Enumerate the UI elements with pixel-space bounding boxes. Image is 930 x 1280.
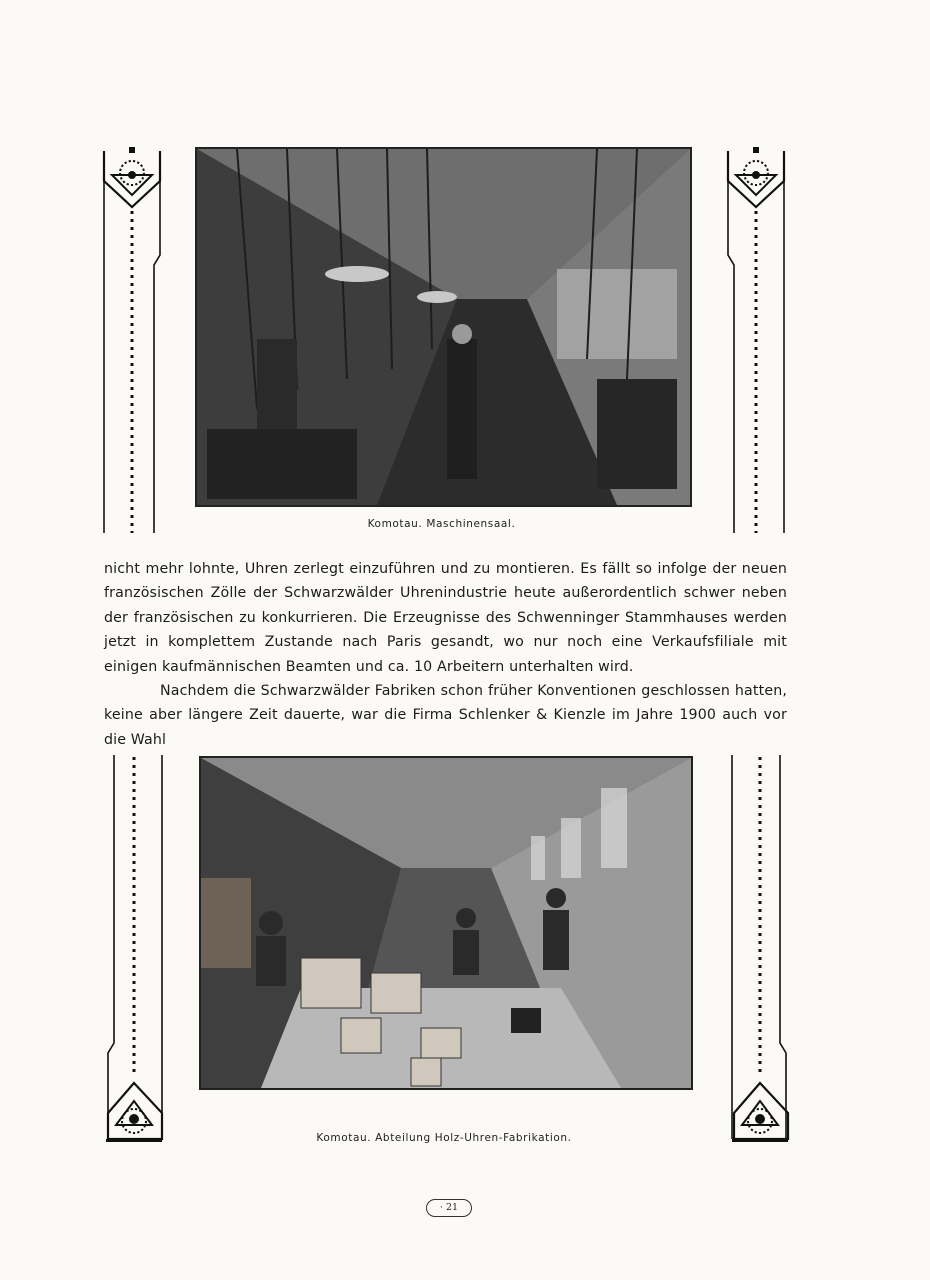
machine-hall-photo-icon bbox=[197, 149, 690, 505]
photo-wooden-clock-department bbox=[199, 756, 693, 1090]
photo-caption-wooden-clock-department: Komotau. Abteilung Holz-Uhren-Fabrikation. bbox=[316, 1132, 572, 1144]
art-nouveau-border-ornament-top-right bbox=[724, 145, 786, 535]
ornament-heart-icon bbox=[732, 1083, 788, 1142]
ornament-heart-icon bbox=[106, 1083, 162, 1142]
ornament-heart-icon bbox=[104, 147, 160, 207]
ornament-heart-icon bbox=[728, 147, 784, 207]
paragraph-2: Nachdem die Schwarzwälder Fabriken schon früher Konventionen geschlossen hatten, keine aber längere Zeit dauerte, war die Firma Schlenker & Kienzle im Jahre 1900 auch vor die Wahl bbox=[104, 683, 787, 748]
art-nouveau-border-ornament-bottom-left bbox=[104, 753, 166, 1145]
art-nouveau-border-ornament-top-left bbox=[102, 145, 164, 535]
page-number: · 21 bbox=[426, 1199, 472, 1217]
photo-caption-machine-hall: Komotau. Maschinensaal. bbox=[367, 518, 516, 530]
paragraph-1: nicht mehr lohnte, Uhren zerlegt einzuführen und zu montieren. Es fällt so infolge der neuen französischen Zölle der Schwarzwälder Uhrenindustrie heute außerordentlich schwer neben der französischen zu konkurrieren. Die Erzeugnisse des Schwenninger Stammhauses werden jetzt in komplettem Zustande nach Paris gesandt, wo nur noch eine Verkaufsfiliale mit einigen kaufmännischen Beamten und ca. 10 Arbeitern unterhalten wird. bbox=[104, 561, 787, 675]
photo-machine-hall bbox=[195, 147, 692, 507]
art-nouveau-border-ornament-bottom-right bbox=[728, 753, 790, 1145]
wooden-clock-workshop-photo-icon bbox=[201, 758, 691, 1088]
body-text bbox=[104, 557, 787, 752]
